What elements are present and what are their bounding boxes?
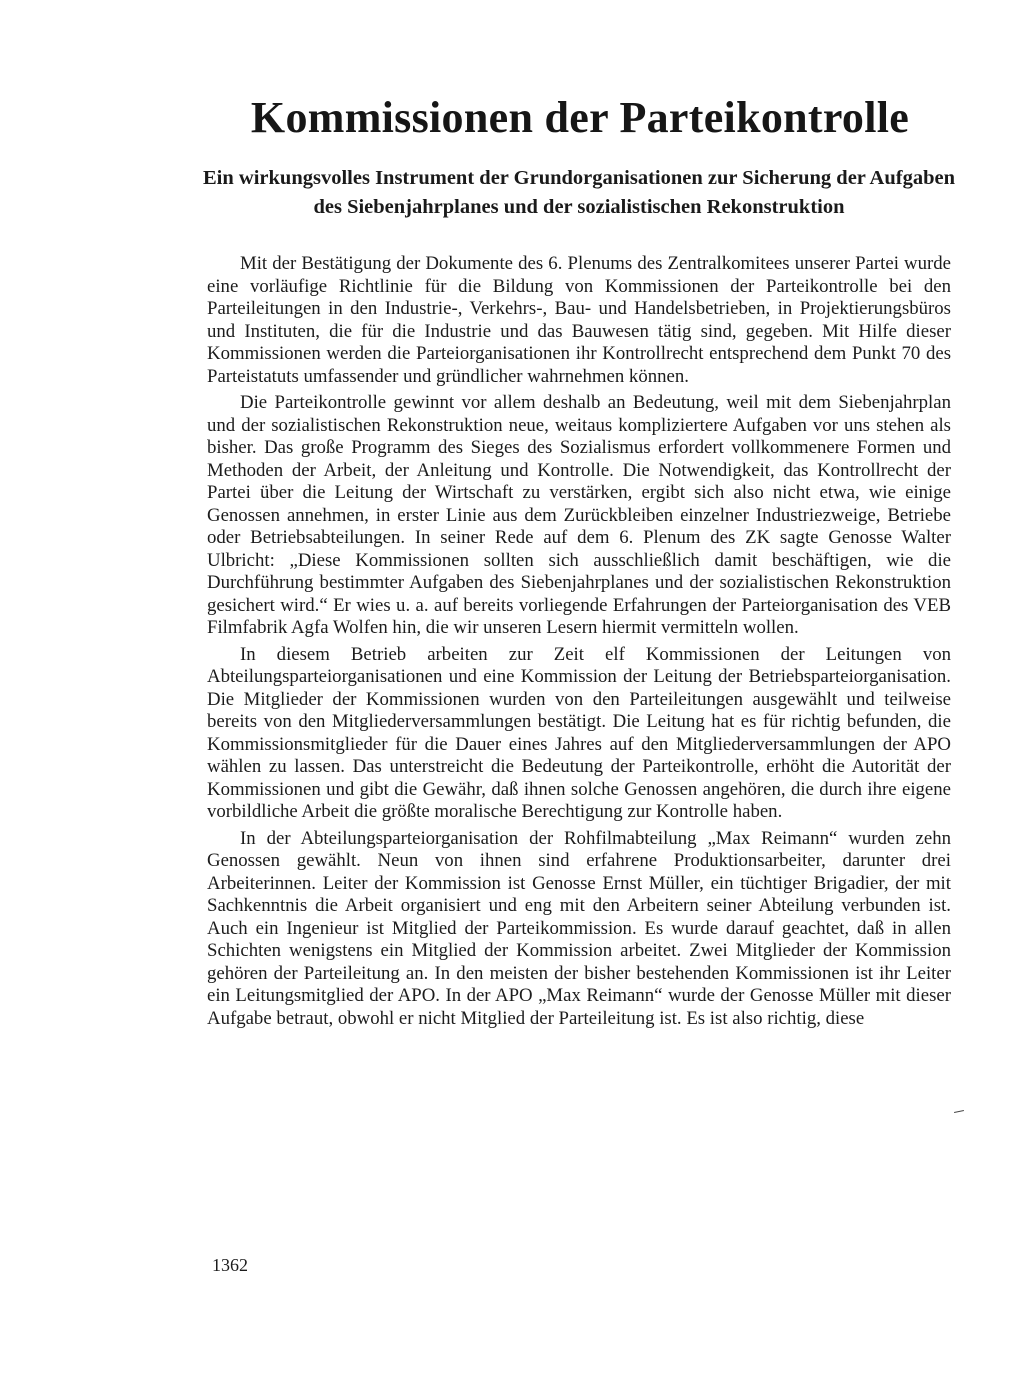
- article-title: Kommissionen der Parteikontrolle: [250, 93, 910, 142]
- paragraph-1: Mit der Bestätigung der Dokumente des 6. Plenums des Zentralkomitees unserer Partei wurde eine vorläufige Richtlinie für die Bildung von Kommissionen der Parteikontrolle bei den Parteileitungen in den Industrie-, Verkehrs-, Bau- und Handelsbetrieben, in Projektierungsbüros und Instituten, die für die Industrie und das Bauwesen tätig sind, gegeben. Mit Hilfe dieser Kommissionen werden die Parteiorganisationen ihr Kontrollrecht entsprechend dem Punkt 70 des Parteistatuts umfassender und gründlicher wahrnehmen können.: [207, 253, 951, 387]
- paragraph-3: In diesem Betrieb arbeiten zur Zeit elf Kommissionen der Leitungen von Abteilungsparteiorganisationen und eine Kommission der Leitung der Betriebsparteiorganisation. Die Mitglieder der Kommissionen wurden von den Parteileitungen ausgewählt und teilweise bereits von den Mitgliederversammlungen bestätigt. Die Leitung hat es für richtig befunden, die Kommissionsmitglieder für die Dauer eines Jahres auf den Mitgliederversammlungen der APO wählen zu lassen. Das unterstreicht die Bedeutung der Parteikontrolle, erhöht die Autorität der Kommissionen und gibt die Gewähr, daß ihnen solche Genossen angehören, die durch ihre eigene vorbildliche Arbeit die größte moralische Berechtigung zur Kontrolle haben.: [207, 643, 951, 822]
- page-number: 1362: [212, 1255, 248, 1275]
- margin-mark: [954, 1110, 964, 1113]
- paragraph-2: Die Parteikontrolle gewinnt vor allem deshalb an Bedeutung, weil mit dem Siebenjahrplan und der sozialistischen Rekonstruktion neue, weitaus kompliziertere Aufgaben vor uns stehen als bisher. Das große Programm des Sieges des Sozialismus erfordert vollkommenere Formen und Methoden der Arbeit, der Anleitung und Kontrolle. Die Notwendigkeit, das Kontrollrecht der Partei über die Leitung der Wirtschaft zu verstärken, ergibt sich also nicht etwa, wie einige Genossen annehmen, in erster Linie aus dem Zurückbleiben einzelner Industriezweige, Betriebe oder Betriebsabteilungen. In seiner Rede auf dem 6. Plenum des ZK sagte Genosse Walter Ulbricht: „Diese Kommissionen sollten sich ausschließlich damit beschäftigen, wie die Durchführung bestimmter Aufgaben des Siebenjahrplanes und der sozialistischen Rekonstruktion gesichert wird.“ Er wies u. a. auf bereits vorliegende Erfahrungen der Parteiorganisation des VEB Filmfabrik Agfa Wolfen hin, die wir unseren Lesern hiermit vermitteln wollen.: [207, 392, 951, 638]
- article-subtitle: Ein wirkungsvolles Instrument der Grundorganisationen zur Sicherung der Aufgaben des Siebenjahrplanes und der sozialistischen Rekonstruktion: [203, 167, 955, 218]
- article-body: [207, 253, 951, 1034]
- paragraph-4: In der Abteilungsparteiorganisation der Rohfilmabteilung „Max Reimann“ wurden zehn Genossen gewählt. Neun von ihnen sind erfahrene Produktionsarbeiter, darunter drei Arbeiterinnen. Leiter der Kommission ist Genosse Ernst Müller, ein tüchtiger Brigadier, der mit Sachkenntnis die Arbeit organisiert und eng mit den Arbeitern seiner Abteilung verbunden ist. Auch ein Ingenieur ist Mitglied der Parteikommission. Es wurde darauf geachtet, daß in allen Schichten wenigstens ein Mitglied der Kommission arbeitet. Zwei Mitglieder der Kommission gehören der Parteileitung an. In den meisten der bisher bestehenden Kommissionen ist ihr Leiter ein Leitungsmitglied der APO. In der APO „Max Reimann“ wurde der Genosse Müller mit dieser Aufgabe betraut, obwohl er nicht Mitglied der Parteileitung ist. Es ist also richtig, diese: [207, 827, 951, 1029]
